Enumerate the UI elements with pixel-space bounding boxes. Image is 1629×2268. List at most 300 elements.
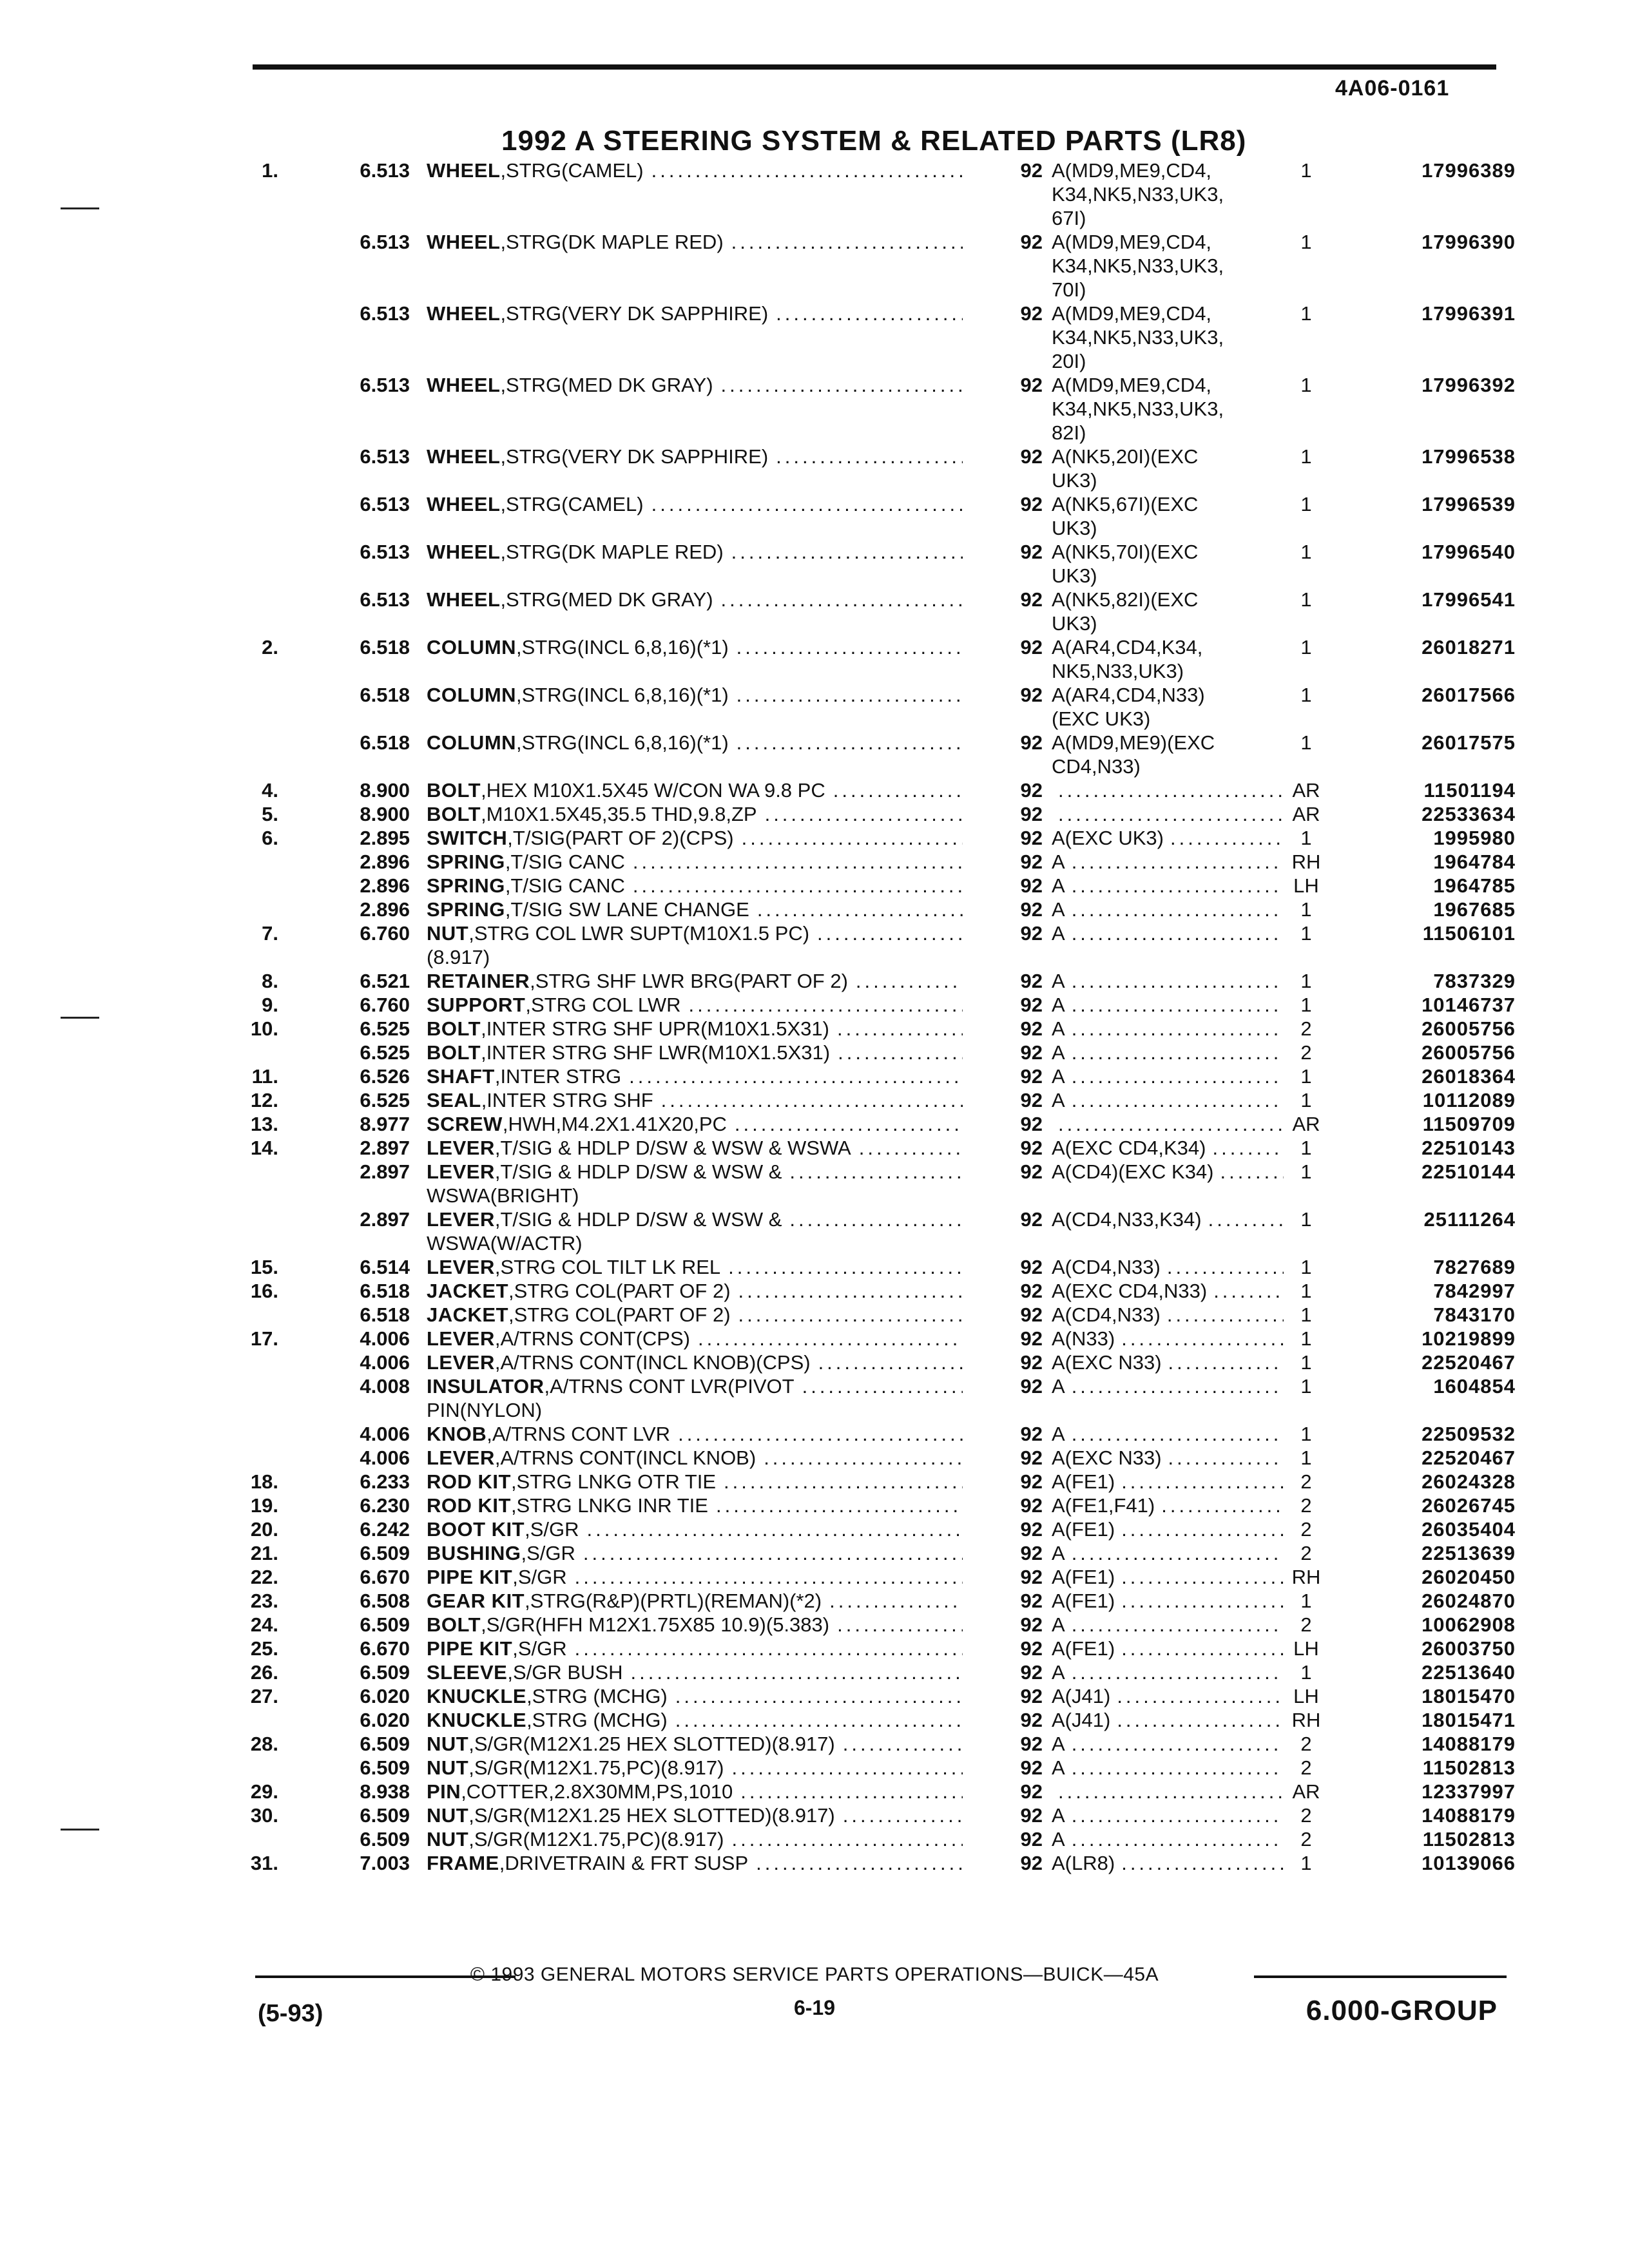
model-year: 92: [1020, 374, 1043, 396]
part-name: ROD KIT: [427, 1494, 511, 1517]
part-detail: ,INTER STRG SHF LWR(M10X1.5X31): [481, 1041, 831, 1064]
part-number: 18015471: [1422, 1709, 1516, 1731]
application-text: A(CD4,N33): [1052, 1256, 1161, 1278]
part-row: [0, 1279, 1629, 1303]
quantity: RH: [1291, 1709, 1321, 1731]
part-name: NUT: [427, 1756, 469, 1779]
dot-leader: [729, 635, 963, 659]
group-code: 6.020: [360, 1709, 410, 1731]
application-code: [1052, 1207, 1284, 1231]
group-code: 2.896: [360, 874, 410, 897]
item-number: 12.: [250, 1089, 278, 1111]
application-text: A(MD9,ME9,CD4, K34,NK5,N33,UK3, 82I): [1052, 374, 1224, 444]
group-code: 8.977: [360, 1113, 410, 1135]
part-description: [410, 540, 963, 564]
part-name: BUSHING: [427, 1542, 521, 1564]
application-text: A(CD4,N33): [1052, 1303, 1161, 1326]
application-text: A(CD4,N33,K34): [1052, 1208, 1202, 1231]
item-number: 17.: [250, 1327, 278, 1350]
group-code: 8.938: [360, 1780, 410, 1803]
part-description: [410, 1851, 963, 1875]
part-name: WHEEL: [427, 445, 501, 468]
part-detail: ,STRG(INCL 6,8,16)(*1): [516, 684, 729, 706]
item-number: 2.: [262, 636, 278, 658]
part-name: SPRING: [427, 898, 505, 921]
part-number: 11506101: [1422, 922, 1516, 945]
item-number: 13.: [250, 1113, 278, 1135]
part-row: [0, 588, 1629, 635]
application-code: [1052, 540, 1284, 588]
model-year: 92: [1020, 1613, 1043, 1636]
application-code: [1052, 1756, 1284, 1780]
model-year: 92: [1020, 231, 1043, 253]
part-name: ROD KIT: [427, 1470, 511, 1493]
model-year: 92: [1020, 541, 1043, 563]
application-code: [1052, 1303, 1284, 1327]
model-year: 92: [1020, 970, 1043, 992]
part-number: 22510143: [1422, 1137, 1516, 1159]
part-number: 17996540: [1422, 541, 1516, 563]
application-text: A: [1052, 1756, 1065, 1779]
part-description: [410, 1279, 963, 1303]
application-code: [1052, 802, 1284, 826]
part-row: [0, 1422, 1629, 1446]
dot-leader: [720, 1255, 963, 1279]
part-description: [410, 1803, 963, 1827]
part-name: LEVER: [427, 1137, 495, 1159]
part-row: [0, 778, 1629, 802]
group-code: 6.525: [360, 1017, 410, 1040]
application-code: [1052, 1255, 1284, 1279]
part-row: [0, 1374, 1629, 1422]
part-row: [0, 302, 1629, 373]
model-year: 92: [1020, 1208, 1043, 1231]
part-description: [410, 1470, 963, 1494]
part-number: 26017566: [1422, 684, 1516, 706]
dot-leader: [1065, 1827, 1284, 1851]
part-description: [410, 1708, 963, 1732]
group-code: 6.509: [360, 1756, 410, 1779]
part-name: SEAL: [427, 1089, 481, 1111]
model-year: 92: [1020, 827, 1043, 849]
part-description: [410, 921, 963, 969]
application-code: [1052, 1660, 1284, 1684]
application-text: A(NK5,70I)(EXC UK3): [1052, 541, 1199, 587]
part-detail: ,HWH,M4.2X1.41X20,PC: [502, 1113, 727, 1135]
quantity: 1: [1300, 1852, 1312, 1874]
dot-leader: [1115, 1589, 1284, 1613]
dot-leader: [731, 1303, 963, 1327]
part-name: FRAME: [427, 1852, 499, 1874]
dot-leader: [1065, 1374, 1284, 1398]
part-number: 11501194: [1423, 779, 1516, 802]
item-number: 7.: [262, 922, 278, 945]
application-text: A(NK5,82I)(EXC UK3): [1052, 588, 1199, 635]
application-code: [1052, 1112, 1284, 1136]
quantity: 1: [1300, 1089, 1312, 1111]
dot-leader: [621, 1064, 963, 1088]
application-text: A(AR4,CD4,N33) (EXC UK3): [1052, 684, 1205, 730]
part-row: [0, 1684, 1629, 1708]
application-code: [1052, 302, 1284, 373]
part-description: [410, 1517, 963, 1541]
dot-leader: [1065, 850, 1284, 874]
part-number: 26018364: [1422, 1065, 1516, 1088]
model-year: 92: [1020, 302, 1043, 325]
dot-leader: [575, 1541, 963, 1565]
model-year: 92: [1020, 779, 1043, 802]
model-year: 92: [1020, 445, 1043, 468]
quantity: 1: [1300, 1208, 1312, 1231]
dot-leader: [1162, 1446, 1284, 1470]
model-year: 92: [1020, 1590, 1043, 1612]
quantity: 1: [1300, 541, 1312, 563]
part-description: [410, 802, 963, 826]
part-row: [0, 1637, 1629, 1660]
dot-leader: [829, 1017, 963, 1041]
part-row: [0, 1446, 1629, 1470]
dot-leader: [1065, 1756, 1284, 1780]
quantity: 1: [1300, 1327, 1312, 1350]
dot-leader: [1115, 1327, 1284, 1350]
item-number: 9.: [262, 994, 278, 1016]
group-code: 6.513: [360, 493, 410, 515]
dot-leader: [768, 302, 963, 325]
part-name: PIPE KIT: [427, 1637, 513, 1660]
application-code: [1052, 731, 1284, 778]
part-name: WHEEL: [427, 374, 501, 396]
part-number: 1967685: [1433, 898, 1516, 921]
part-row: [0, 802, 1629, 826]
item-number: 28.: [250, 1733, 278, 1755]
part-detail: ,COTTER,2.8X30MM,PS,1010: [461, 1780, 733, 1803]
part-detail: ,STRG COL TILT LK REL: [494, 1256, 721, 1278]
dot-leader: [727, 1112, 963, 1136]
quantity: RH: [1291, 1566, 1321, 1588]
application-code: [1052, 1803, 1284, 1827]
model-year: 92: [1020, 1041, 1043, 1064]
model-year: 92: [1020, 874, 1043, 897]
quantity: 1: [1300, 636, 1312, 658]
quantity: RH: [1291, 850, 1321, 873]
group-code: 6.518: [360, 731, 410, 754]
dot-leader: [1065, 1732, 1284, 1756]
application-text: A: [1052, 1804, 1065, 1827]
part-description: [410, 1160, 963, 1207]
part-number: 26005756: [1422, 1041, 1516, 1064]
part-name: NUT: [427, 1804, 469, 1827]
part-detail: ,STRG COL(PART OF 2): [508, 1280, 731, 1302]
quantity: 1: [1300, 1590, 1312, 1612]
part-row: [0, 1350, 1629, 1374]
application-code: [1052, 588, 1284, 635]
group-code: 6.230: [360, 1494, 410, 1517]
quantity: 2: [1300, 1828, 1312, 1850]
item-number: 29.: [250, 1780, 278, 1803]
part-detail: ,S/GR(M12X1.25 HEX SLOTTED)(8.917): [468, 1733, 835, 1755]
model-year: 92: [1020, 1089, 1043, 1111]
application-code: [1052, 1279, 1284, 1303]
item-number: 1.: [262, 159, 278, 182]
part-description: [410, 1732, 963, 1756]
part-number: 10219899: [1422, 1327, 1516, 1350]
item-number: 10.: [250, 1017, 278, 1040]
part-detail: ,INTER STRG SHF: [481, 1089, 653, 1111]
dot-leader: [1115, 1565, 1284, 1589]
group-code: 4.006: [360, 1423, 410, 1445]
item-number: 23.: [250, 1590, 278, 1612]
application-text: A: [1052, 994, 1065, 1016]
application-code: [1052, 1350, 1284, 1374]
part-detail: ,STRG(MED DK GRAY): [500, 588, 713, 611]
part-name: WHEEL: [427, 541, 501, 563]
dot-leader: [1065, 1660, 1284, 1684]
quantity: 1: [1300, 922, 1312, 945]
item-number: 24.: [250, 1613, 278, 1636]
application-text: A: [1052, 1065, 1065, 1088]
page-title: 1992 A STEERING SYSTEM & RELATED PARTS (LR8): [501, 125, 1247, 157]
application-text: A: [1052, 1733, 1065, 1755]
application-code: [1052, 898, 1284, 921]
part-name: NUT: [427, 922, 469, 945]
item-number: 18.: [250, 1470, 278, 1493]
part-description: [410, 874, 963, 898]
dot-leader: [729, 731, 963, 754]
part-name: NUT: [427, 1733, 469, 1755]
dot-leader: [625, 850, 963, 874]
application-code: [1052, 1160, 1284, 1184]
quantity: 1: [1300, 588, 1312, 611]
item-number: 8.: [262, 970, 278, 992]
part-detail: ,STRG(DK MAPLE RED): [500, 231, 724, 253]
group-code: 4.008: [360, 1375, 410, 1398]
dot-leader: [1065, 1803, 1284, 1827]
quantity: 1: [1300, 1661, 1312, 1684]
group-code: 6.509: [360, 1733, 410, 1755]
part-detail: ,T/SIG CANC: [505, 850, 625, 873]
dot-leader: [1052, 802, 1284, 826]
application-code: [1052, 1851, 1284, 1875]
quantity: 1: [1300, 684, 1312, 706]
dot-leader: [644, 159, 963, 182]
part-name: BOLT: [427, 803, 481, 825]
part-number: 14088179: [1422, 1733, 1516, 1755]
group-code: 6.760: [360, 994, 410, 1016]
model-year: 92: [1020, 1661, 1043, 1684]
application-code: [1052, 635, 1284, 683]
item-number: 4.: [262, 779, 278, 802]
application-code: [1052, 492, 1284, 540]
group-code: 6.233: [360, 1470, 410, 1493]
model-year: 92: [1020, 493, 1043, 515]
item-number: 27.: [250, 1685, 278, 1707]
model-year: 92: [1020, 1375, 1043, 1398]
part-row: [0, 230, 1629, 302]
application-code: [1052, 1470, 1284, 1494]
dot-leader: [625, 874, 963, 898]
dot-leader: [1207, 1279, 1284, 1303]
application-text: A(MD9,ME9,CD4, K34,NK5,N33,UK3, 67I): [1052, 159, 1224, 229]
part-description: [410, 1041, 963, 1064]
model-year: 92: [1020, 994, 1043, 1016]
application-code: [1052, 373, 1284, 445]
group-code: 6.513: [360, 541, 410, 563]
item-number: 11.: [251, 1065, 278, 1088]
part-description: [410, 731, 963, 754]
part-description: [410, 683, 963, 707]
part-number: 22533634: [1422, 803, 1516, 825]
part-row: [0, 1517, 1629, 1541]
group-code: 2.895: [360, 827, 410, 849]
part-number: 7837329: [1433, 970, 1516, 992]
part-number: 1964785: [1433, 874, 1516, 897]
part-number: 22510144: [1422, 1160, 1516, 1183]
quantity: AR: [1292, 1780, 1320, 1803]
model-year: 92: [1020, 1303, 1043, 1326]
group-code: 6.760: [360, 922, 410, 945]
document-id: 4A06-0161: [1335, 76, 1450, 101]
part-description: [410, 1350, 963, 1374]
group-code: 6.509: [360, 1661, 410, 1684]
application-code: [1052, 159, 1284, 230]
item-number: 15.: [250, 1256, 278, 1278]
part-detail: ,T/SIG & HDLP D/SW & WSW & WSWA(W/ACTR): [427, 1208, 782, 1254]
application-text: A(FE1): [1052, 1590, 1115, 1612]
part-detail: ,STRG (MCHG): [526, 1685, 668, 1707]
part-row: [0, 731, 1629, 778]
application-text: A(MD9,ME9,CD4, K34,NK5,N33,UK3, 70I): [1052, 231, 1224, 301]
model-year: 92: [1020, 1828, 1043, 1850]
dot-leader: [829, 1613, 963, 1637]
part-row: [0, 993, 1629, 1017]
part-number: 10139066: [1422, 1852, 1516, 1874]
application-text: A: [1052, 1613, 1065, 1636]
part-name: WHEEL: [427, 302, 501, 325]
quantity: 2: [1300, 1613, 1312, 1636]
model-year: 92: [1020, 1351, 1043, 1374]
model-year: 92: [1020, 1017, 1043, 1040]
part-name: SPRING: [427, 850, 505, 873]
part-description: [410, 1589, 963, 1613]
part-description: [410, 1112, 963, 1136]
part-number: 7827689: [1433, 1256, 1516, 1278]
dot-leader: [748, 1851, 963, 1875]
application-code: [1052, 1541, 1284, 1565]
application-text: A: [1052, 850, 1065, 873]
item-number: 20.: [250, 1518, 278, 1541]
part-row: [0, 1851, 1629, 1875]
application-text: A: [1052, 1661, 1065, 1684]
part-name: BOLT: [427, 1613, 481, 1636]
part-name: SUPPORT: [427, 994, 526, 1016]
item-number: 26.: [250, 1661, 278, 1684]
dot-leader: [724, 230, 963, 254]
group-code: 6.509: [360, 1613, 410, 1636]
application-code: [1052, 1136, 1284, 1160]
part-number: 22520467: [1422, 1351, 1516, 1374]
dot-leader: [1065, 1064, 1284, 1088]
application-code: [1052, 1780, 1284, 1803]
dot-leader: [1065, 1541, 1284, 1565]
part-description: [410, 1374, 963, 1422]
dot-leader: [825, 778, 963, 802]
group-code: 6.526: [360, 1065, 410, 1088]
part-row: [0, 874, 1629, 898]
part-name: INSULATOR: [427, 1375, 545, 1398]
part-detail: ,INTER STRG SHF UPR(M10X1.5X31): [481, 1017, 829, 1040]
quantity: AR: [1292, 1113, 1320, 1135]
model-year: 92: [1020, 1852, 1043, 1874]
part-row: [0, 1541, 1629, 1565]
application-text: A(EXC UK3): [1052, 827, 1164, 849]
part-name: BOLT: [427, 779, 481, 802]
group-code: 6.242: [360, 1518, 410, 1541]
part-number: 1964784: [1433, 850, 1516, 873]
group-code: 4.006: [360, 1351, 410, 1374]
application-code: [1052, 1565, 1284, 1589]
group-code: 6.513: [360, 231, 410, 253]
quantity: 2: [1300, 1804, 1312, 1827]
part-number: 1995980: [1433, 827, 1516, 849]
dot-leader: [809, 921, 963, 969]
group-code: 6.521: [360, 970, 410, 992]
part-detail: ,INTER STRG: [494, 1065, 622, 1088]
dot-leader: [653, 1088, 963, 1112]
part-description: [410, 1422, 963, 1446]
part-description: [410, 993, 963, 1017]
application-text: A(FE1): [1052, 1566, 1115, 1588]
dot-leader: [724, 1756, 963, 1780]
application-code: [1052, 1708, 1284, 1732]
part-row: [0, 921, 1629, 969]
dot-leader: [713, 373, 963, 397]
group-code: 6.670: [360, 1566, 410, 1588]
part-number: 17996539: [1422, 493, 1516, 515]
model-year: 92: [1020, 1542, 1043, 1564]
application-text: A: [1052, 898, 1065, 921]
dot-leader: [782, 1160, 963, 1207]
part-detail: ,STRG(R&P)(PRTL)(REMAN)(*2): [525, 1590, 822, 1612]
quantity: 1: [1300, 374, 1312, 396]
part-description: [410, 1327, 963, 1350]
application-code: [1052, 1589, 1284, 1613]
group-code: 6.518: [360, 636, 410, 658]
quantity: 1: [1300, 1303, 1312, 1326]
part-description: [410, 1064, 963, 1088]
quantity: 1: [1300, 302, 1312, 325]
item-number: 31.: [250, 1852, 278, 1874]
application-text: A: [1052, 1375, 1065, 1398]
group-code: 7.003: [360, 1852, 410, 1874]
group-code: 8.900: [360, 779, 410, 802]
part-row: [0, 1494, 1629, 1517]
part-detail: ,STRG(MED DK GRAY): [500, 374, 713, 396]
group-number: 6.000-GROUP: [1306, 1995, 1498, 2026]
group-code: 2.897: [360, 1137, 410, 1159]
part-detail: ,STRG(INCL 6,8,16)(*1): [516, 731, 729, 754]
dot-leader: [811, 1350, 963, 1374]
part-detail: ,HEX M10X1.5X45 W/CON WA 9.8 PC: [481, 779, 825, 802]
group-code: 6.509: [360, 1804, 410, 1827]
application-text: A: [1052, 922, 1065, 945]
part-number: 7843170: [1433, 1303, 1516, 1326]
dot-leader: [567, 1565, 963, 1589]
part-name: COLUMN: [427, 636, 517, 658]
part-row: [0, 445, 1629, 492]
model-year: 92: [1020, 1733, 1043, 1755]
dot-leader: [644, 492, 963, 516]
part-detail: ,A/TRNS CONT LVR: [487, 1423, 671, 1445]
